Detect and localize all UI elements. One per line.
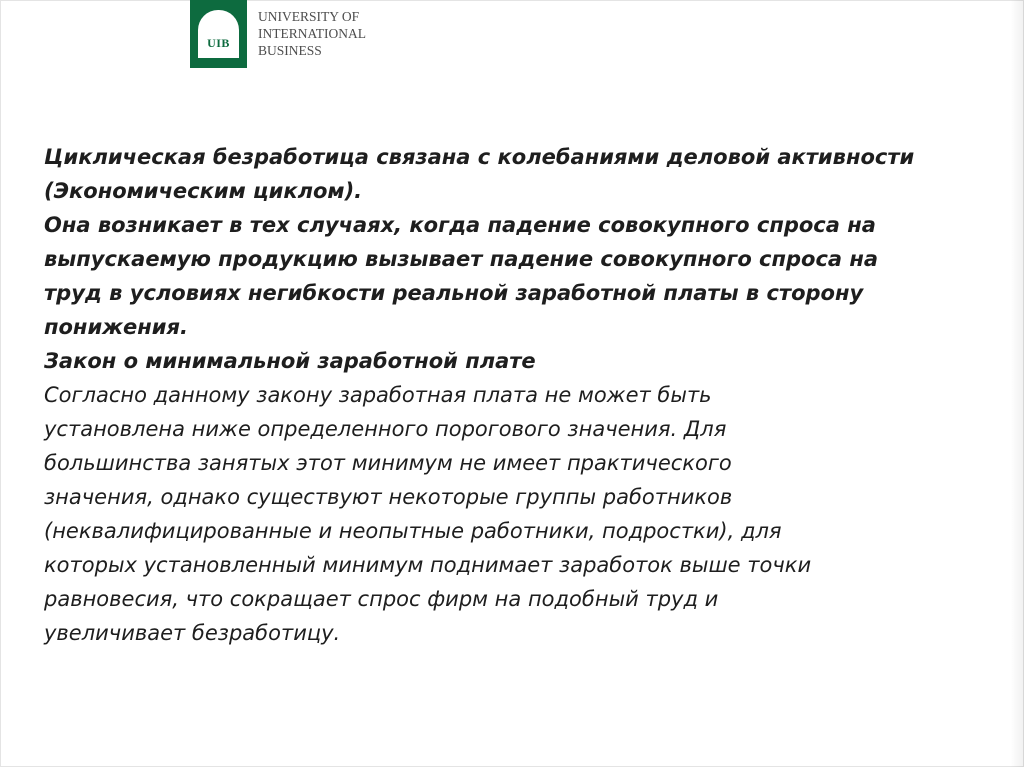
body-line-bold: понижения. — [44, 315, 188, 339]
body-line: равновесия, что сокращает спрос фирм на подобный труд и — [44, 587, 719, 611]
body-line-bold: Циклическая безработица связана с колебаниями деловой активности — [44, 145, 915, 169]
slide-body-text — [44, 140, 964, 650]
logo-en-line: BUSINESS — [258, 43, 322, 58]
body-line: (неквалифицированные и неопытные работники, подростки), для — [44, 519, 782, 543]
body-line-bold: Она возникает в тех случаях, когда падение совокупного спроса на — [44, 213, 876, 237]
body-line: которых установленный минимум поднимает заработок выше точки — [44, 553, 812, 577]
body-line: значения, однако существуют некоторые группы работников — [44, 485, 733, 509]
body-line: увеличивает безработицу. — [44, 621, 341, 645]
university-logo — [0, 0, 420, 80]
uib-emblem — [190, 0, 247, 68]
body-line: Согласно данному закону заработная плата не может быть — [44, 383, 712, 407]
logo-english-text — [258, 8, 366, 59]
logo-en-line: INTERNATIONAL — [258, 26, 366, 41]
body-line-bold: выпускаемую продукцию вызывает падение совокупного спроса на — [44, 247, 879, 271]
body-line-bold: (Экономическим циклом). — [44, 179, 363, 203]
section-heading: Закон о минимальной заработной плате — [44, 349, 536, 373]
body-line: большинства занятых этот минимум не имеет практического — [44, 451, 732, 475]
slide-edge-shadow — [1010, 0, 1024, 767]
body-line: установлена ниже определенного порогового значения. Для — [44, 417, 727, 441]
emblem-label: UIB — [207, 36, 230, 50]
body-line-bold: труд в условиях негибкости реальной заработной платы в сторону — [44, 281, 864, 305]
logo-en-line: UNIVERSITY OF — [258, 9, 360, 24]
